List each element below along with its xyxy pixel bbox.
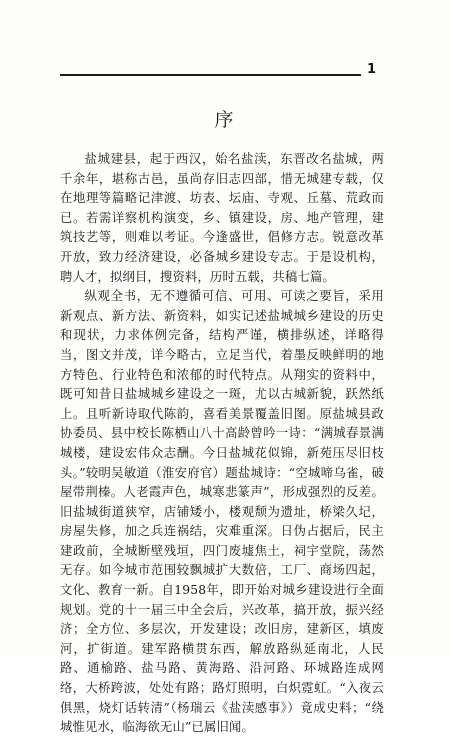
page-number: 1 (367, 62, 377, 77)
header-rule (60, 74, 361, 76)
preface-title: 序 (214, 109, 236, 131)
paragraph-2: 纵观全书，无不遵循可信、可用、可读之要旨，采用新观点、新方法、新资料，如实记述盐城城乡建设的历史和现状，力求体例完备，结构严谨，横排纵述，详略得当，图文并茂，详今略古，立足当代，着墨反映鲜明的地方特色、行业特色和浓郁的时代特点。从翔实的资料中，既可知昔日盐城城乡建设之一斑，尤以古城新貌，跃然纸上。且听新诗取代陈韵，喜看美景覆盖旧图。原盐城县政协委员、县中校长陈栖山八十高龄曾吟一诗：“满城春景满城楼，建设宏伟众志酬。今日盐城花似锦，新苑压尽旧枝头。”较明吴敏道（淮安府官）题盐城诗：“空城啼乌雀，破屋带荆榛。人老霞声色，城寒悲篆声”，形成强烈的反差。旧盐城街道狭窄，店铺矮小，楼观颓为遗址，桥梁久圮，房屋失修，加之兵连祸结，灾难重深。日伪占据后，民主建政前，全城断壁残垣，四门废墟焦土，祠宇堂院，荡然无存。如今城市范围较飘城扩大数倍，工厂、商场四起，文化、教育一新。自1958年，即开始对城乡建设进行全面规划。党的十一届三中全会后，兴改革，搞开放，振兴经济；全方位、多层次，开发建设；改旧房，建新区，填废河，扩街道。建军路横贯东西，解放路纵延南北，人民路、通榆路、盐马路、黄海路、沿河路、环城路连成网络，大桥跨波，处处有路；路灯照明，白炽霓虹。“入夜云俱黑，烧灯话转清”（杨瑞云《盐渎感事》）竟成史料；“绕城惟见水，临海欲无山”已属旧闻。 (60, 289, 384, 735)
paragraph-1: 盐城建县，起于西汉，始名盐渎，东晋改名盐城，两千余年，堪称古邑，虽尚存旧志四部，惜无城建专载，仅在地理等篇略记津渡、坊表、坛庙、寺观、丘墓、荒政而已。若需详察机构演变，乡、镇建设，房、地产管理，建筑技艺等，则难以考证。今逢盛世，倡修方志。锐意改革开放，致力经济建设，必备城乡建设专志。于是设机构，聘人才，拟纲目，搜资料，历时五载，共稿七篇。 (60, 152, 384, 284)
preface-body (60, 150, 384, 738)
